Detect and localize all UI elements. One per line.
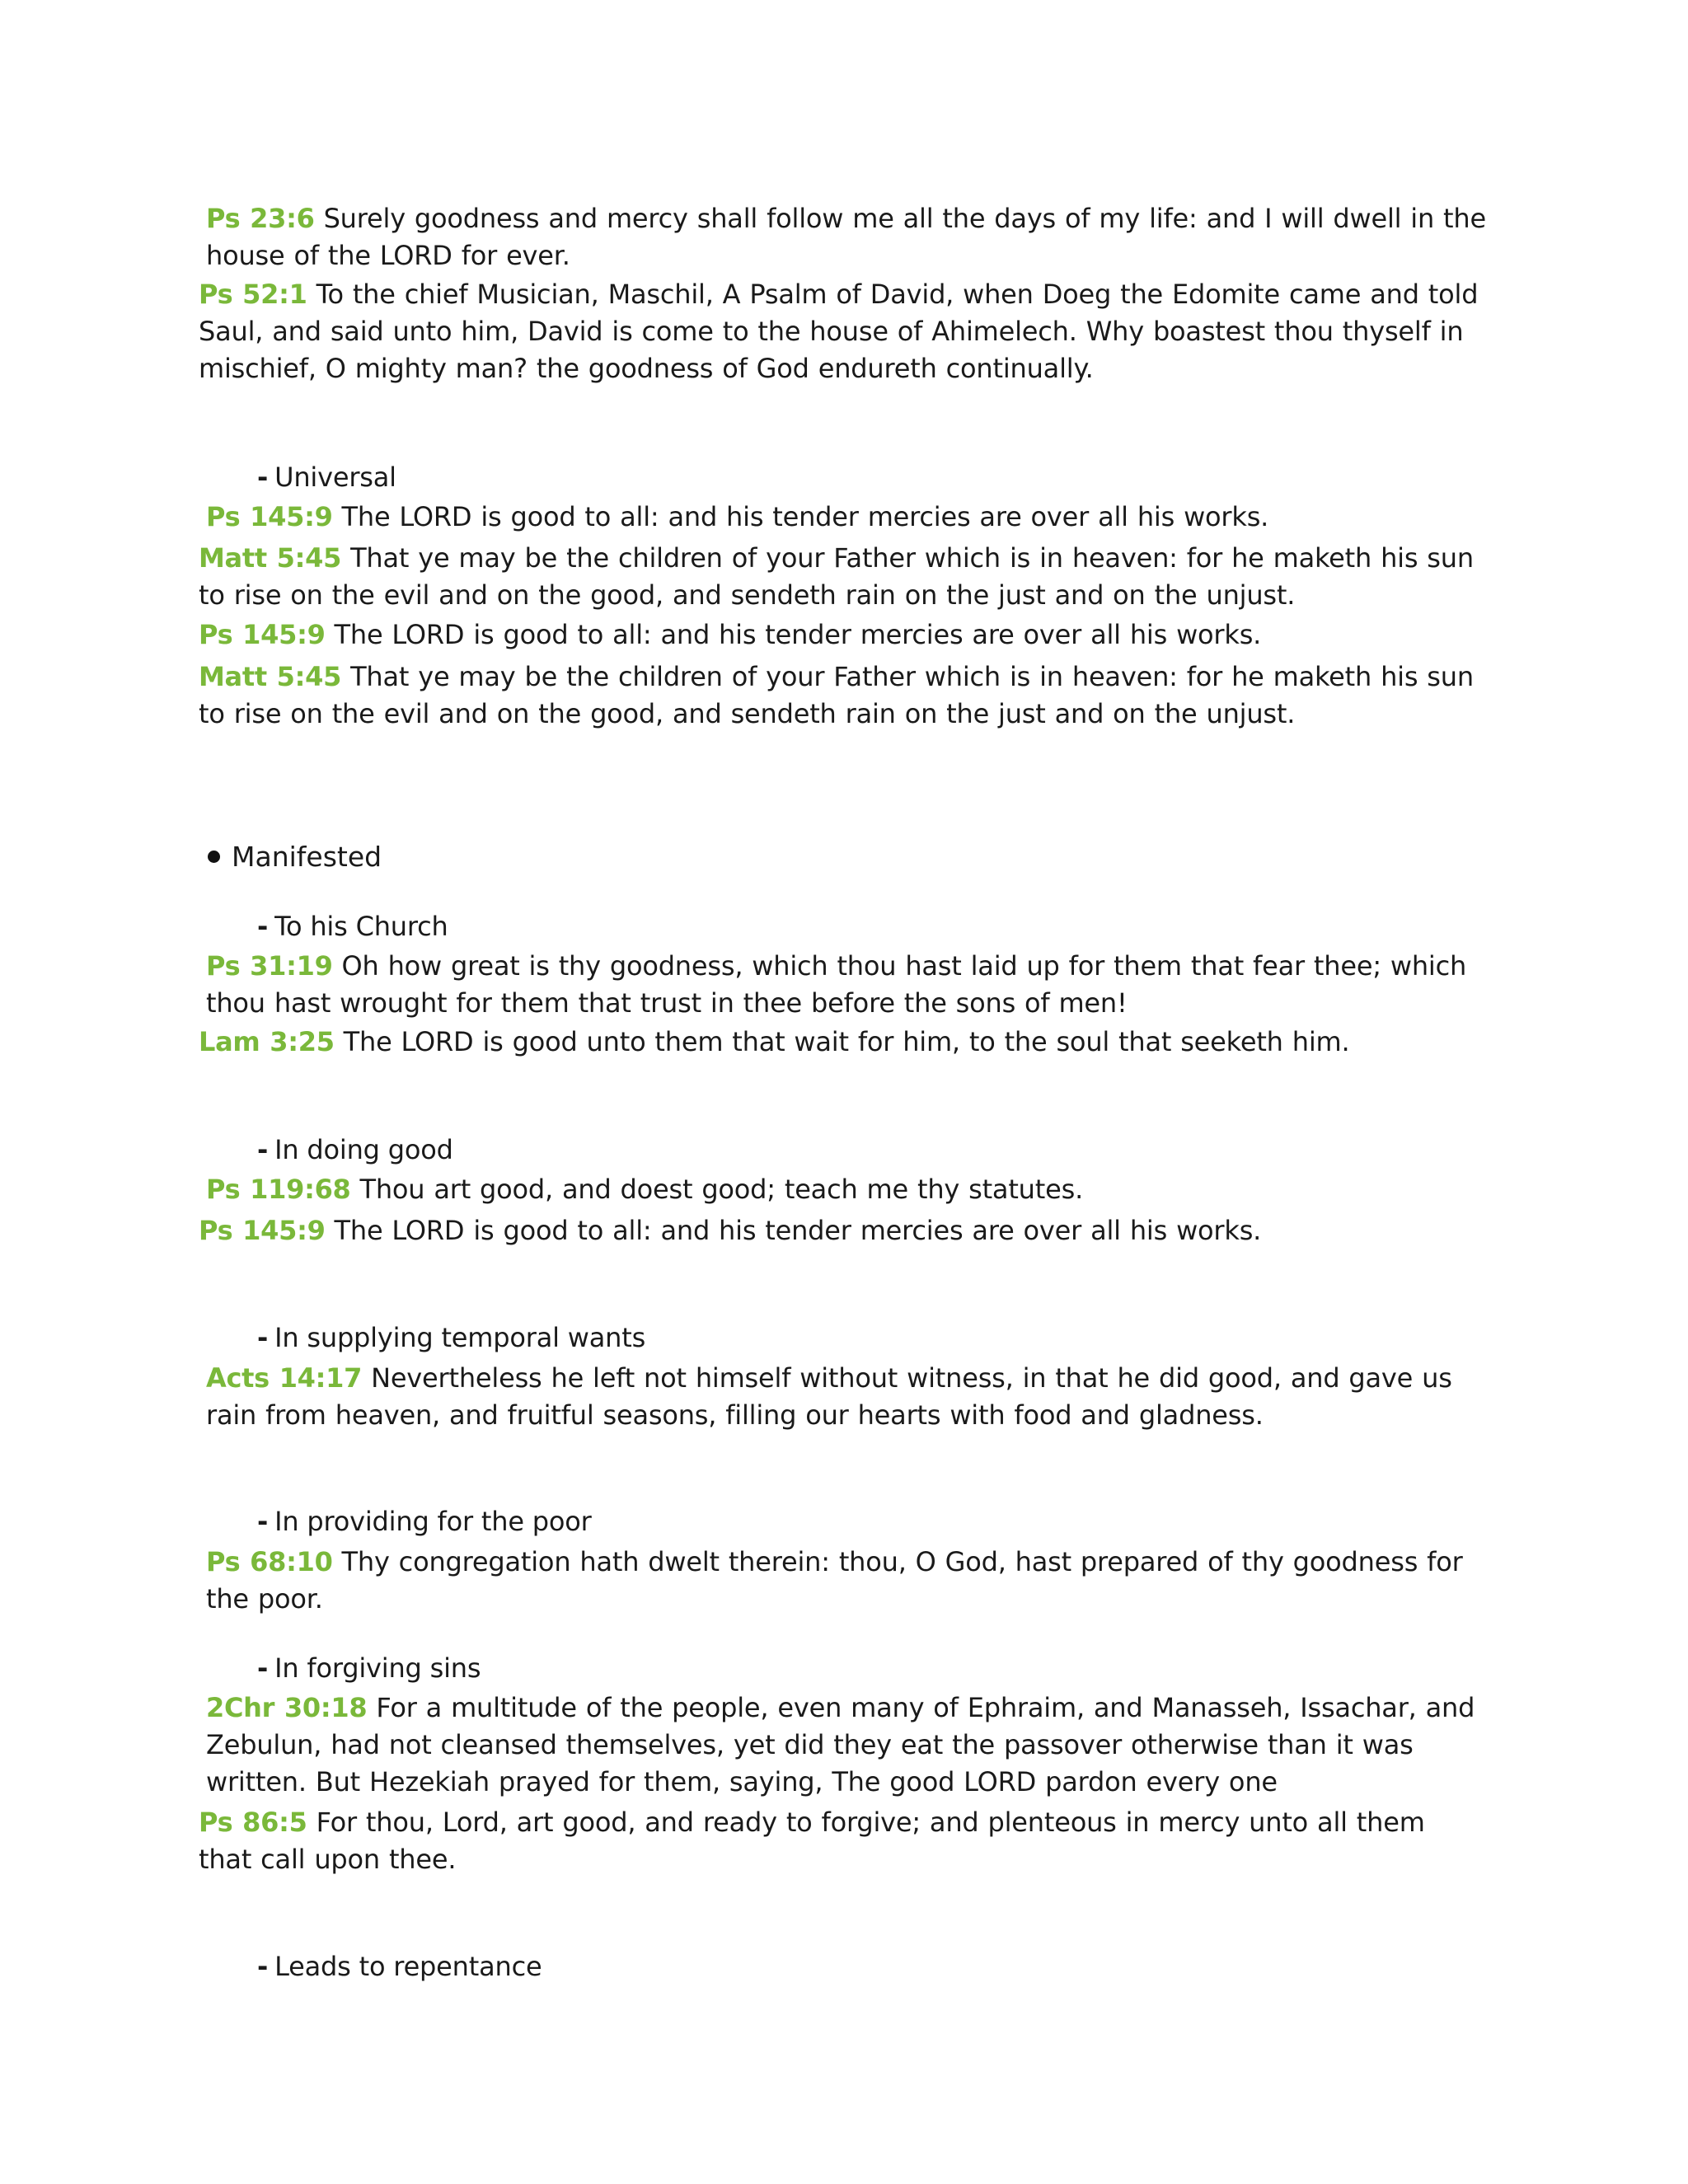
verse-text: For a multitude of the people, even many of Ephraim, and Manasseh, Issachar, and Zebulun, had not cleansed themselves, yet did they eat the passover otherwise than it was written. But Hezekiah prayed for them, saying, The good LORD pardon every one <box>206 1692 1475 1797</box>
verse-text: That ye may be the children of your Father which is in heaven: for he maketh his sun to rise on the evil and on the good, and sendeth rain on the just and on the unjust. <box>199 661 1474 729</box>
verse-reference: Acts 14:17 <box>206 1362 363 1394</box>
verse-ps-23-6 <box>206 200 1492 274</box>
verse-text: The LORD is good to all: and his tender mercies are over all his works. <box>341 501 1269 532</box>
verse-ps-119-68 <box>206 1171 1492 1208</box>
verse-text: Surely goodness and mercy shall follow me all the days of my life: and I will dwell in the house of the LORD for ever. <box>206 203 1486 271</box>
verse-reference: Ps 23:6 <box>206 203 315 234</box>
verse-ps-31-19 <box>206 948 1492 1022</box>
verse-reference: Matt 5:45 <box>199 542 342 574</box>
verse-text: For thou, Lord, art good, and ready to forgive; and plenteous in mercy unto all them that call upon thee. <box>199 1807 1425 1875</box>
verse-text: The LORD is good to all: and his tender mercies are over all his works. <box>334 1215 1262 1246</box>
verse-matt-5-45 <box>199 658 1484 733</box>
verse-reference: Ps 31:19 <box>206 950 333 982</box>
verse-reference: Ps 86:5 <box>199 1807 307 1838</box>
verse-ps-68-10 <box>206 1544 1492 1618</box>
verse-reference: Ps 68:10 <box>206 1546 333 1577</box>
subheading-in-supplying-temporal-wants: - In supplying temporal wants <box>257 1322 646 1353</box>
verse-text: Oh how great is thy goodness, which thou hast laid up for them that fear thee; which thou hast wrought for them that trust in thee before the sons of men! <box>206 950 1467 1019</box>
verse-reference: Ps 52:1 <box>199 279 307 310</box>
verse-text: Thou art good, and doest good; teach me thy statutes. <box>359 1174 1084 1205</box>
verse-text: The LORD is good to all: and his tender mercies are over all his works. <box>334 619 1262 650</box>
verse-reference: Ps 145:9 <box>199 1215 326 1246</box>
verse-text: That ye may be the children of your Father which is in heaven: for he maketh his sun to rise on the evil and on the good, and sendeth rain on the just and on the unjust. <box>199 542 1474 611</box>
subheading-in-forgiving-sins: - In forgiving sins <box>257 1652 481 1684</box>
subheading-leads-to-repentance: - Leads to repentance <box>257 1951 542 1982</box>
section-heading-manifested: Manifested <box>208 838 382 875</box>
verse-text: To the chief Musician, Maschil, A Psalm of David, when Doeg the Edomite came and told Saul, and said unto him, David is come to the house of Ahimelech. Why boastest thou thyself in mischief, O mighty man? the goodness of God endureth continually. <box>199 279 1479 384</box>
verse-ps-145-9 <box>199 616 1484 654</box>
verse-reference: Matt 5:45 <box>199 661 342 692</box>
verse-acts-14-17 <box>206 1360 1492 1434</box>
verse-text: Thy congregation hath dwelt therein: thou, O God, hast prepared of thy goodness for the poor. <box>206 1546 1463 1615</box>
verse-ps-86-5 <box>199 1804 1484 1878</box>
verse-ps-145-9 <box>206 499 1492 536</box>
verse-reference: Ps 119:68 <box>206 1174 351 1205</box>
verse-ps-52-1 <box>199 276 1484 387</box>
verse-lam-3-25 <box>199 1024 1484 1061</box>
subheading-in-providing-for-the-poor: - In providing for the poor <box>257 1506 592 1537</box>
verse-reference: Ps 145:9 <box>206 501 333 532</box>
subheading-in-doing-good: - In doing good <box>257 1134 453 1165</box>
verse-matt-5-45 <box>199 540 1484 614</box>
verse-reference: Ps 145:9 <box>199 619 326 650</box>
verse-text: The LORD is good unto them that wait for him, to the soul that seeketh him. <box>343 1026 1350 1057</box>
verse-reference: Lam 3:25 <box>199 1026 335 1057</box>
verse-text: Nevertheless he left not himself without witness, in that he did good, and gave us rain from heaven, and fruitful seasons, filling our hearts with food and gladness. <box>206 1362 1452 1431</box>
verse-ps-145-9 <box>199 1212 1484 1249</box>
verse-reference: 2Chr 30:18 <box>206 1692 368 1723</box>
bullet-icon <box>208 851 220 863</box>
subheading-to-his-church: - To his Church <box>257 911 448 942</box>
subheading-universal: - Universal <box>257 462 396 493</box>
verse-2chr-30-18 <box>206 1690 1492 1801</box>
